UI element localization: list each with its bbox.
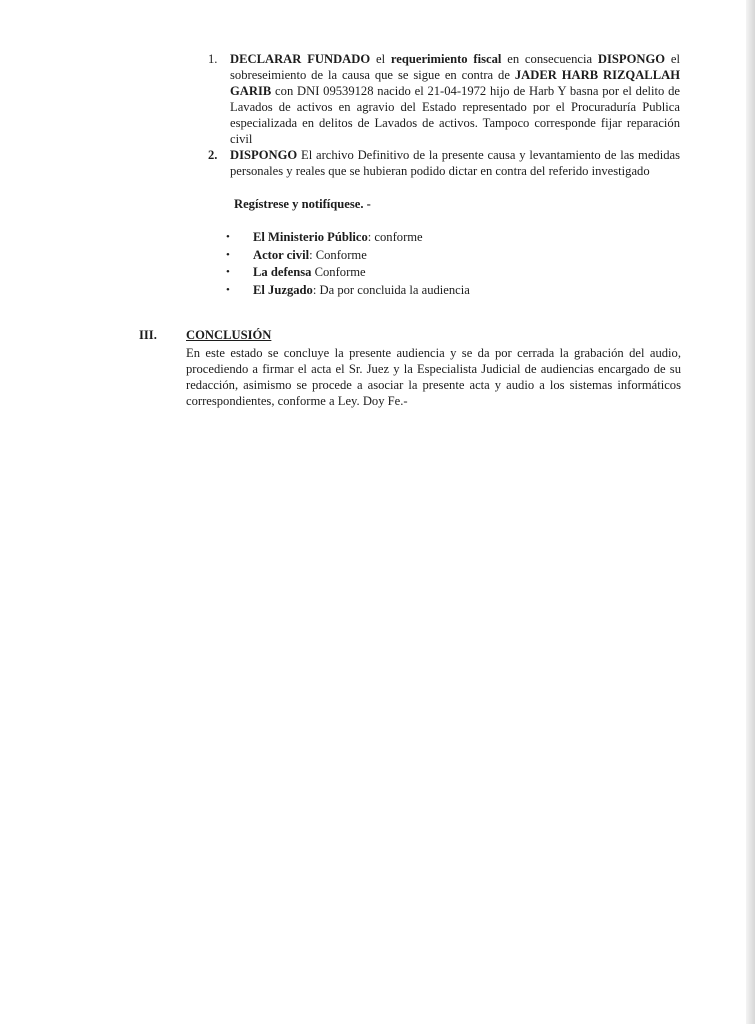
dispongo-text: DISPONGO [230,148,298,162]
party-position: : Conforme [309,247,367,262]
bullet-icon: • [226,231,230,243]
list-item [226,229,470,247]
bullet-icon: • [226,283,230,296]
item-number: 1. [208,52,218,66]
bullet-icon: • [226,248,230,261]
item-text: con DNI 09539128 nacido el 21-04-1972 hijo de Harb Y basna por el delito de Lavados de activos en agravio del Estado representado por el Procuraduría Publica especializada en delitos de Lavados de activos. Tampoco corresponde fijar reparación civil [230,84,680,146]
item-text: el sobreseimiento de la causa que se sigue en contra de [230,52,680,82]
party-name: Actor civil [253,247,310,262]
registrese-notifiquese: Regístrese y notifíquese. - [234,197,371,211]
party-name: El Ministerio Público [253,230,368,244]
item-text: El archivo Definitivo de la presente causa y levantamiento de las medidas personales y reales que se hubieran podido dictar en contra del referido investigado [230,148,680,178]
party-position: Conforme [311,265,366,279]
defendant-name: JADER HARB RIZQALLAH GARIB [230,68,680,98]
item-text: el [370,52,391,66]
list-item [226,264,470,282]
item-number: 2. [208,148,218,162]
resolution-item-2 [230,147,680,179]
item-text: en consecuencia [501,52,598,66]
bullet-icon: • [226,266,230,278]
party-name: La defensa [253,265,312,279]
requerimiento-fiscal-text: requerimiento fiscal [390,52,502,66]
list-item [226,282,470,300]
section-number: III. [139,328,157,342]
resolution-item-1 [230,51,680,147]
declarar-fundado-text: DECLARAR FUNDADO [230,52,371,66]
party-position: : conforme [367,230,423,244]
conclusion-paragraph: En este estado se concluye la presente audiencia y se da por cerrada la grabación del audio, procediendo a firmar el acta el Sr. Juez y la Especialista Judicial de audiencias encargado de su redacción, asimismo se procede a asociar la presente acta y audio a los sistemas informáticos correspondientes, conforme a Ley. Doy Fe.- [186,346,681,408]
dispongo-text: DISPONGO [597,52,666,66]
section-title: CONCLUSIÓN [186,328,272,342]
party-positions-list [226,229,470,299]
page-edge-shadow [746,0,755,1024]
party-name: El Juzgado [253,282,313,297]
list-item [226,247,470,265]
party-position: : Da por concluida la audiencia [312,282,470,297]
